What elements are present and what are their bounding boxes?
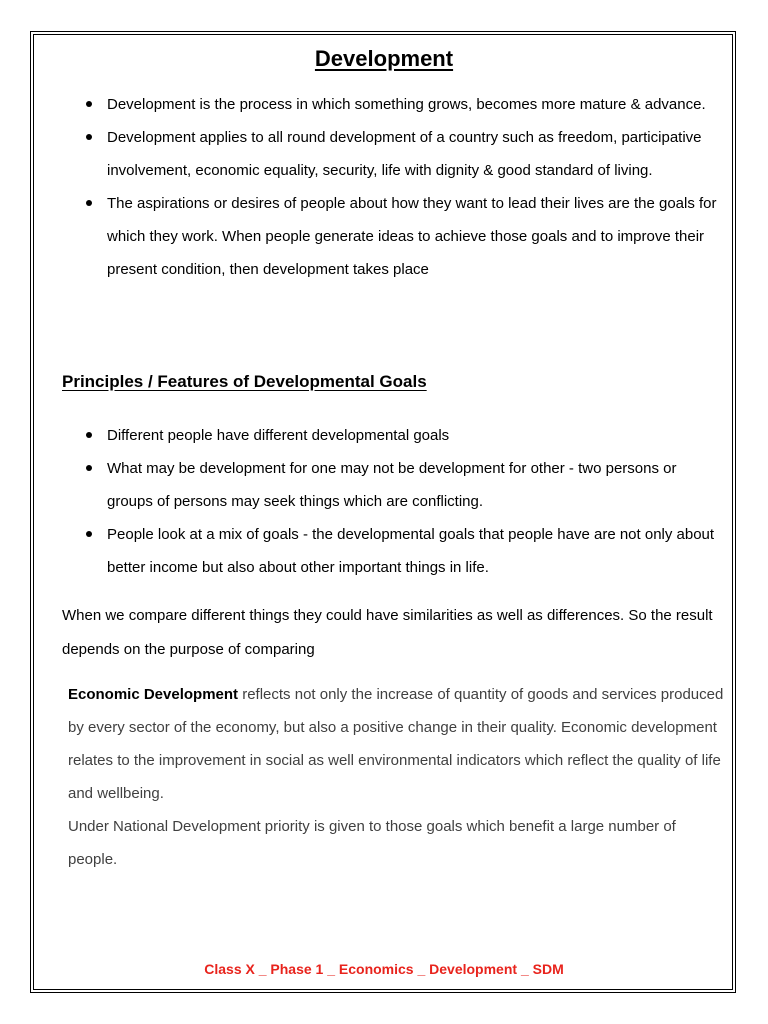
page-title-text: Development	[314, 46, 454, 71]
page-footer: Class X _ Phase 1 _ Economics _ Development _ SDM	[204, 961, 564, 977]
list-item: Development applies to all round development of a country such as freedom, participative involvement, economic equality, security, life with dignity & good standard of living.	[86, 121, 726, 187]
economic-development-text: reflects not only the increase of quantity of goods and services produced by every sector of the economy, but also a positive change in their quality. Economic development relates to the improvement in social as well environmental indicators which reflect the quality of life and wellbeing.	[68, 686, 724, 802]
principles-heading	[62, 372, 427, 392]
list-item: People look at a mix of goals - the developmental goals that people have are not only about better income but also about other important things in life.	[86, 518, 726, 584]
principles-heading-text: Principles / Features of Developmental Goals	[62, 372, 427, 391]
economic-development-term: Economic Development	[68, 686, 239, 703]
national-development-note: Under National Development priority is given to those goals which benefit a large number of people.	[68, 818, 676, 868]
list-item: What may be development for one may not be development for other - two persons or groups of persons may seek things which are conflicting.	[86, 452, 726, 518]
page-title	[0, 46, 768, 72]
comparison-paragraph: When we compare different things they could have similarities as well as differences. So the result depends on the purpose of comparing	[62, 607, 713, 658]
list-item: Different people have different developmental goals	[86, 419, 726, 452]
principles-bullet-list	[86, 419, 726, 584]
list-item: Development is the process in which something grows, becomes more mature & advance.	[86, 88, 726, 121]
economic-development-block	[68, 678, 728, 876]
economic-development-definition	[68, 678, 728, 810]
development-bullet-list	[86, 88, 726, 286]
list-item: The aspirations or desires of people about how they want to lead their lives are the goals for which they work. When people generate ideas to achieve those goals and to improve their present condition, then development takes place	[86, 187, 726, 286]
